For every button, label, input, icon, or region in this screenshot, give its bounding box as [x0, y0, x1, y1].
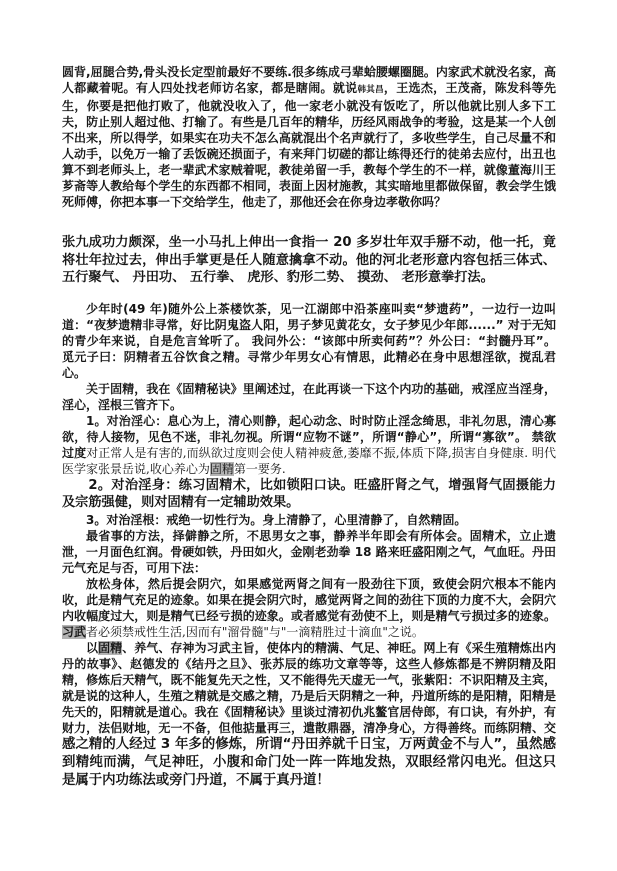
paragraph — [62, 301, 556, 381]
text-run: 、养气、存神为习武主旨，使体内的精满、气足、神旺。网上有《采生殖精炼出内丹的故事》、赵德发的《结丹之旦》、张苏辰的练功文章等等，这些人修炼都是不辨阴精及阳精，修炼后天精气，既不能复先天之性，又不能得先天虚无一气，张紫阳：不识阳精及主宾，就是说的这种人，生殖之精就是交感之精，乃是后天阴精之一种，丹道所练的是阳精，阳精是先天的，阳精就是道心。我在《固精秘诀》里谈过清初仇兆鳌官居侍郎，有口诀，有外护，有财力，法侣财地，无一不备，但他掂量再三，遣散鼎器，清净身心，方得善终。而练阴精、交 — [62, 640, 556, 735]
text-run: 第一要务. — [233, 461, 286, 476]
paragraph — [62, 528, 556, 576]
paragraph — [62, 576, 556, 640]
text-run: 最省事的方法，择僻静之所，不思男女之事，静养半年即会有所体会。固精术，立止遗泄，一月面色红润。骨硬如铁，丹田如火，金刚老劲拳 18 路来旺盛阳刚之气，气血旺。丹田元气充足与否，可用下法： — [62, 528, 556, 575]
highlighted-text-run: 固精 — [98, 640, 123, 655]
text-run: 少年时(49 年)随外公上茶楼饮茶，见一江湖郎中沿茶座叫卖“梦遗药”，一边行一边叫道：“夜梦遗精非寻常，好比阴鬼盗人阳，男子梦见黄花女，女子梦见少年郎......” 对于无知的青少年来说，自是危言耸听了。 我问外公：“该郎中所卖何药”？外公曰：“封髓丹耳”。 觅元子曰：阴精者五谷饮食之精。寻常少年男女心有情思，此精必在身中思想淫欲，搅乱君心。 — [62, 301, 556, 380]
text-run: 1。对治淫心：息心为上，清心则静，起心动念、时时防止淫念绮思，非礼勿思，清心寡欲，待人接物，见色不迷，非礼勿视。所谓“应物不谜”，所谓“静心”，所谓“寡欲”。 禁欲过度 — [62, 413, 556, 460]
paragraph — [62, 413, 556, 477]
highlighted-text-run: 习武 — [62, 624, 87, 639]
document-body — [62, 64, 556, 790]
text-run: 放松身体，然后提会阴穴，如果感觉两肾之间有一股劲往下顶，致使会阴穴根本不能内收，此是精气充足的迹象。如果在提会阴穴时，感觉两肾之间的劲往下顶的力度不大，会阴穴内收幅度过大，则是精气已经亏损的迹象。或者感觉有劲使不上，则是精气亏损过多的迹象。 — [62, 576, 556, 623]
text-run: 感之精的人经过 3 年多的修炼，所谓“丹田养就千日宝，万两黄金不与人”，虽然感到精纯而满，气足神旺，小腹和命门处一阵一阵地发热，双眼经常闪电光。但这只是属于内功练法或旁门丹道，不属于真丹道！ — [62, 736, 556, 788]
paragraph — [62, 381, 556, 413]
text-run: 以 — [86, 640, 99, 655]
text-run: 3。对治淫根：戒绝一切性行为。身上清静了，心里清静了，自然精固。 — [86, 512, 467, 527]
paragraph — [62, 640, 556, 790]
highlighted-text-run: 固精 — [209, 461, 234, 476]
text-run: 圆背,屈腿合势,骨头没长定型前最好不要练.很多练成弓辈蛤腰螺圈腿。内家武术就没名家，高人都藏着呢。有人四处找老师访名家，都是瞎闹。就说 — [62, 65, 556, 95]
text-run: 韩其昌 — [357, 85, 384, 95]
text-run: 张九成功力颇深，坐一小马扎上伸出一食指一 20 多岁壮年双手掰不动，他一托，竟将壮年拉过去，伸出手掌更是任人随意擒拿不动。他的河北老形意内容包括三体式、五行聚气、 丹田功、 五行拳、 虎形、豹形二势、 摸劲、 老形意拳打法。 — [62, 235, 556, 285]
paragraph — [62, 234, 556, 287]
paragraph — [62, 477, 556, 512]
text-run: 2。对治淫身：练习固精术，比如锁阳口诀。旺盛肝肾之气，增强肾气固摄能力及宗筋强健，则对固精有一定辅助效果。 — [62, 477, 556, 510]
paragraph — [62, 512, 556, 528]
text-run: ，王选杰，王茂斋，陈发科等先生，你要是把他打败了，他就没收入了，他一家老小就没有饭吃了，所以他就比别人多下工夫，防止别人超过他、打输了。有些是几百年的精华，历经风雨战争的考验，这是某一个人创不出来，所以得学，如果实在功夫不怎么高就混出个名声就行了，多收些学生，自己尽量不和人动手，以免万一输了丢饭碗还损面子，有来拜门切磋的都让练得还行的徒弟去应付，出丑也算不到老师头上，老一辈武术家贼着呢，教徒弟留一手，教每个学生的不一样，就像董海川王芗斋等人教给每个学生的东西都不相同，表面上因材施教，其实暗地里都做保留，教会学生饿死师傅，你把本事一下交给学生，他走了，那他还会在你身边孝敬你吗？ — [62, 81, 556, 209]
paragraph — [62, 64, 556, 210]
text-run: 关于固精，我在《固精秘诀》里阐述过，在此再谈一下这个内功的基础，戒淫应当淫身，淫心，淫根三管齐下。 — [62, 381, 556, 412]
text-run: 者必须禁戒性生活,因而有"溜骨髓"与"一滴精胜过十滴血"之说。 — [86, 624, 424, 639]
text-run: 对正常人是有害的,而纵欲过度则会使人精神疲惫,萎靡不振,体质下降,损害自身健康. 明代医学家张景岳说,收心养心为 — [62, 445, 556, 476]
